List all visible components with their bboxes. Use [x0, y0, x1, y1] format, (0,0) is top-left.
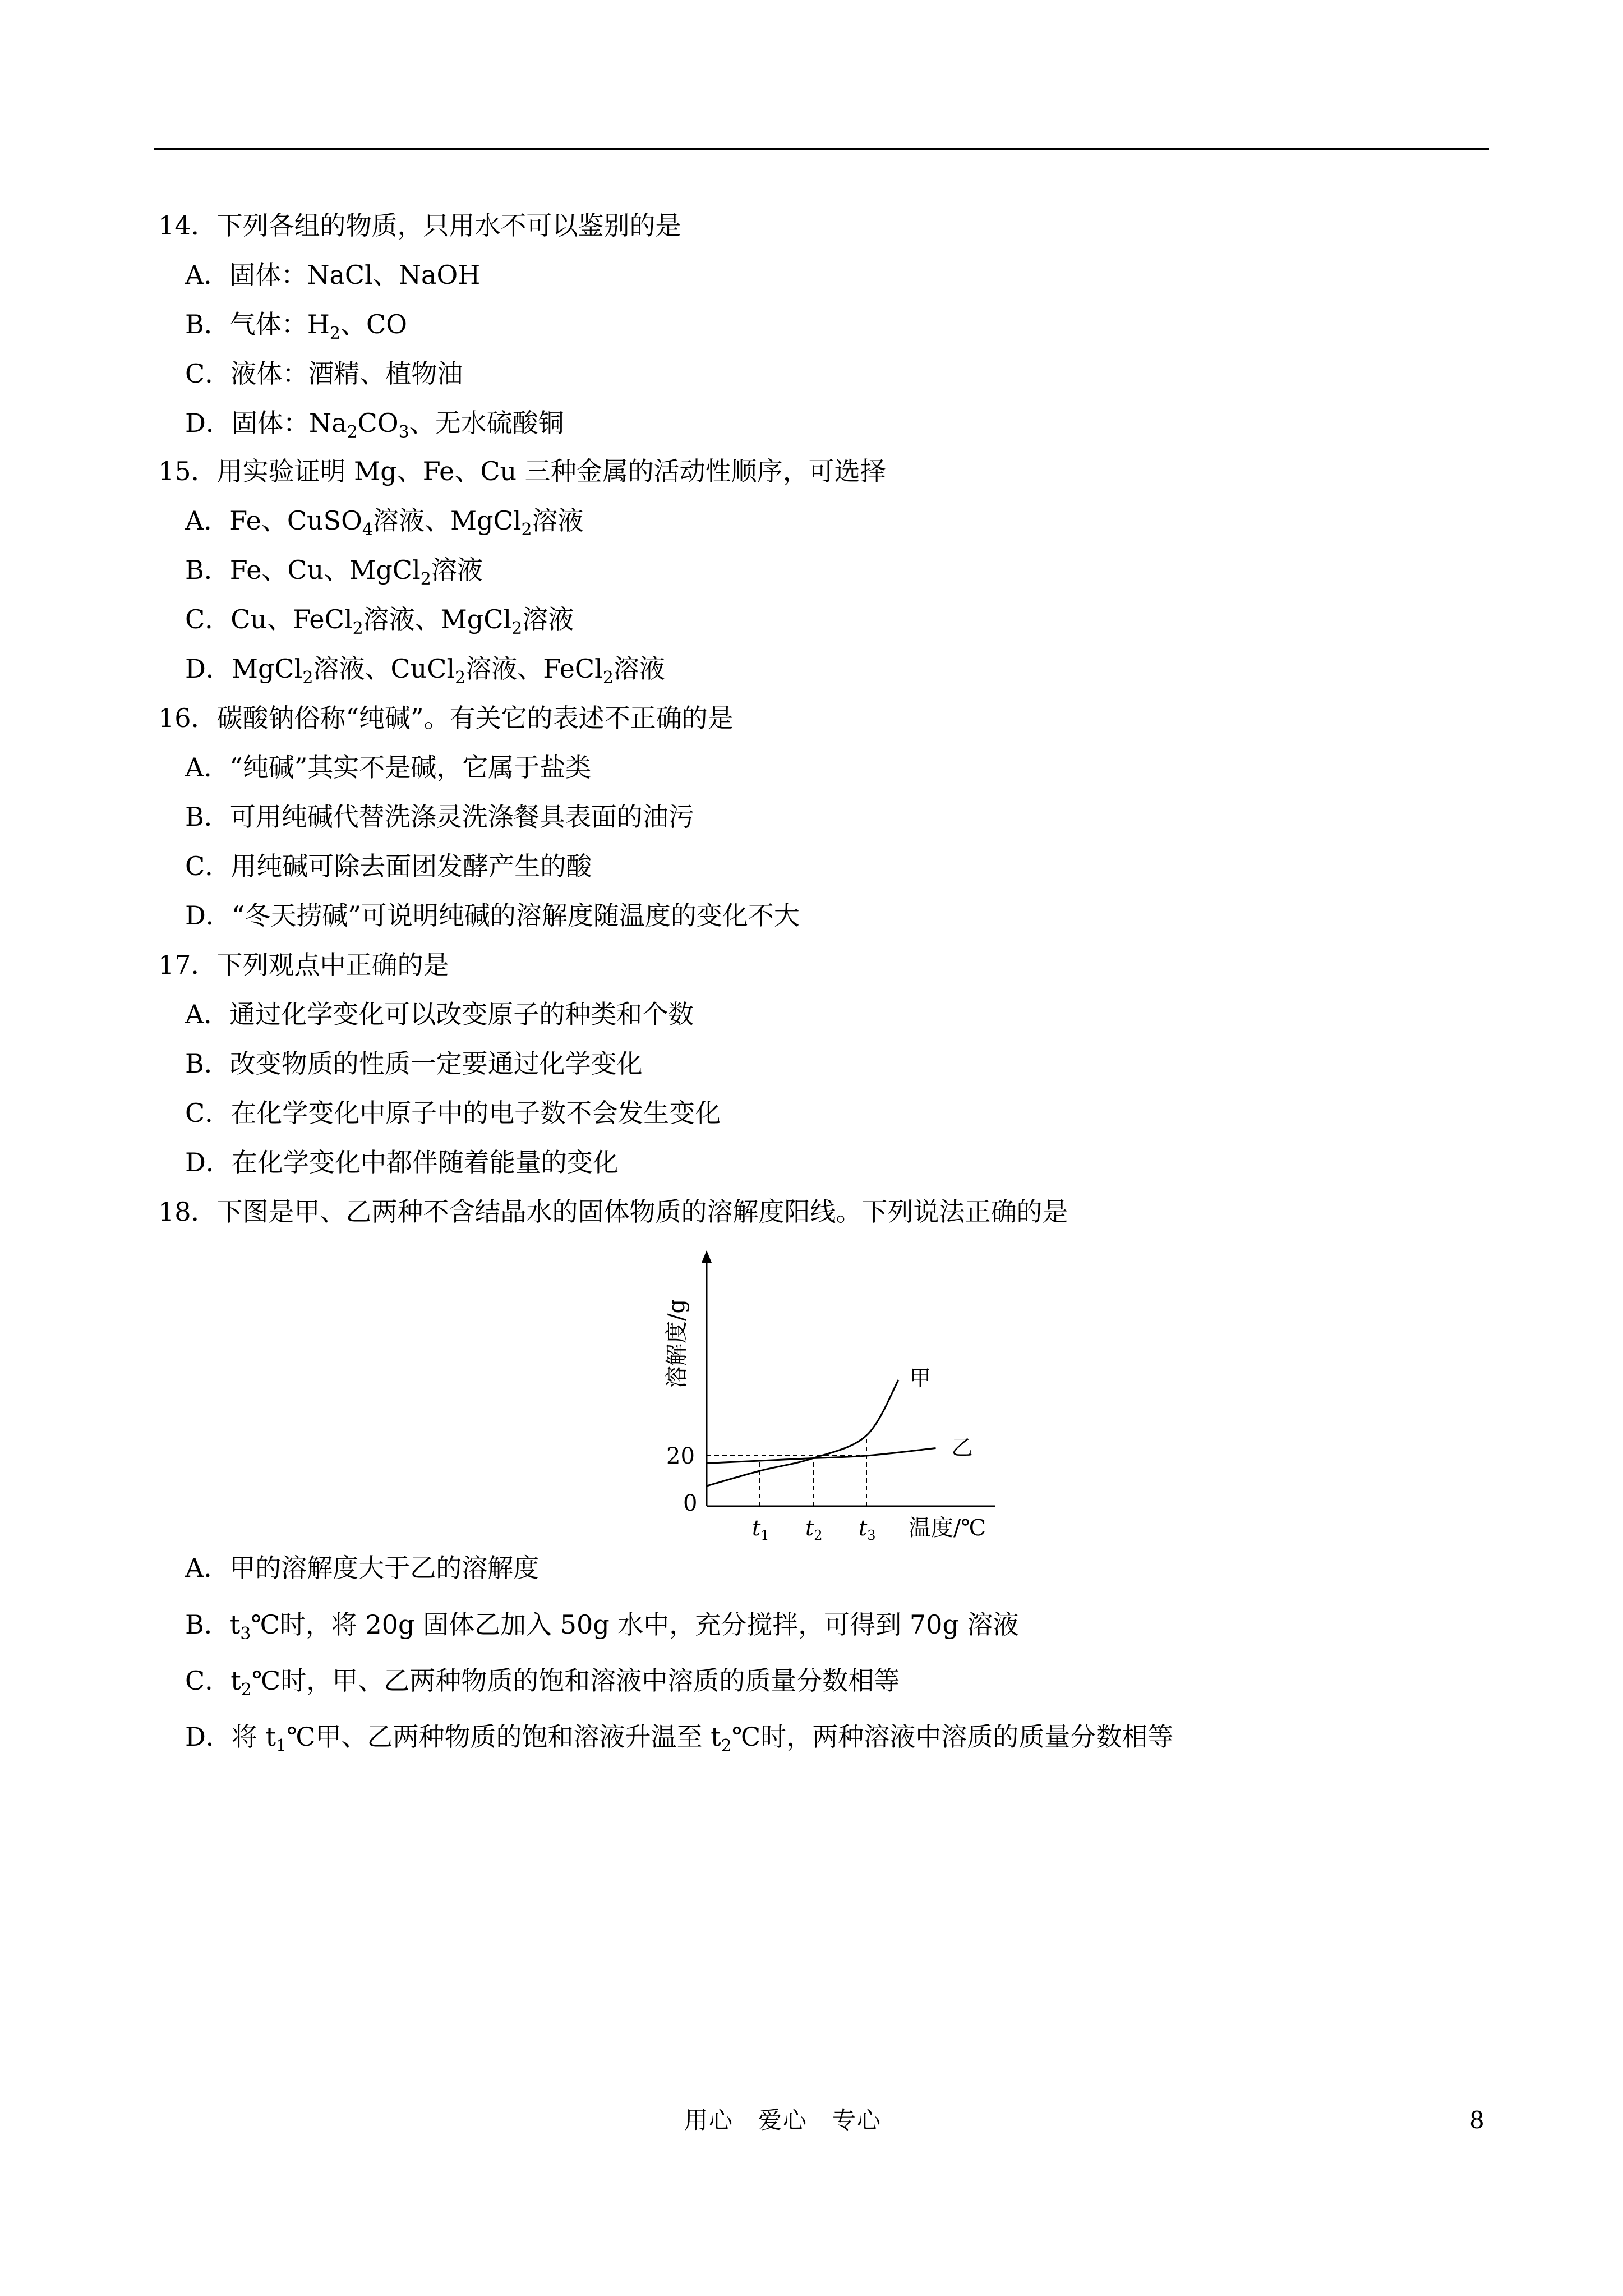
question-17-stem: 17．下列观点中正确的是: [158, 950, 449, 980]
question-14-option-B: B．气体：$H_2$、CO: [185, 309, 407, 343]
question-16-option-D: D．“冬天捞碱”可说明纯碱的溶解度随温度的变化不大: [185, 900, 800, 931]
x-tick-label-t3: $t_3$: [859, 1516, 876, 1543]
y-axis-label: 溶解度/g: [664, 1299, 690, 1388]
question-15-option-D: D．MgCl$_2$溶液、CuCl$_2$溶液、FeCl$_2$溶液: [185, 654, 665, 688]
question-14-option-C: C．液体：酒精、植物油: [185, 358, 463, 389]
y-axis-arrow: [702, 1250, 712, 1263]
question-17-option-C: C．在化学变化中原子中的电子数不会发生变化: [185, 1098, 721, 1128]
question-15-option-C: C．Cu、FeCl$_2$溶液、MgCl$_2$溶液: [185, 604, 574, 638]
y-tick-label-20: 20: [666, 1443, 695, 1469]
question-18-option-A: A．甲的溶解度大于乙的溶解度: [185, 1553, 540, 1583]
series-line-jia: [707, 1380, 898, 1486]
question-18-option-D: D．将 $t_1℃$甲、乙两种物质的饱和溶液升温至 $t_2℃$时，两种溶液中溶质的质量分数相等: [185, 1722, 1174, 1756]
question-16-option-B: B．可用纯碱代替洗涤灵洗涤餐具表面的油污: [185, 802, 694, 832]
question-17-option-D: D．在化学变化中都伴随着能量的变化: [185, 1147, 619, 1177]
x-tick-label-t2: $t_2$: [805, 1516, 823, 1543]
question-14-option-D: D．固体：$Na_2CO_3$、无水硫酸铜: [185, 408, 564, 442]
question-15-stem: 15．用实验证明 Mg、Fe、Cu 三种金属的活动性顺序，可选择: [158, 456, 886, 486]
origin-label: 0: [683, 1490, 698, 1516]
question-17-option-A: A．通过化学变化可以改变原子的种类和个数: [185, 999, 694, 1029]
x-tick-label-t1: $t_1$: [752, 1516, 769, 1543]
solubility-curve-figure: [645, 1248, 1009, 1543]
question-16-stem: 16．碳酸钠俗称“纯碱”。有关它的表述不正确的是: [158, 703, 734, 733]
question-15-option-B: B．Fe、Cu、MgCl$_2$溶液: [185, 555, 483, 589]
question-16-option-A: A．“纯碱”其实不是碱，它属于盐类: [185, 752, 592, 783]
question-14-stem: 14．下列各组的物质，只用水不可以鉴别的是: [158, 210, 681, 241]
x-axis-label: 温度/℃: [909, 1515, 986, 1541]
solubility-chart: [645, 1248, 1009, 1543]
series-label-yi: 乙: [951, 1435, 973, 1460]
series-label-jia: 甲: [910, 1366, 932, 1391]
question-17-option-B: B．改变物质的性质一定要通过化学变化: [185, 1048, 643, 1079]
question-18-option-B: B．$t_3℃$时，将 20g 固体乙加入 50g 水中，充分搅拌，可得到 70g 溶液: [185, 1609, 1019, 1644]
question-18-stem: 18．下图是甲、乙两种不含结晶水的固体物质的溶解度阳线。下列说法正确的是: [158, 1197, 1068, 1227]
question-16-option-C: C．用纯碱可除去面团发酵产生的酸: [185, 851, 592, 881]
page-number: 8: [1469, 2106, 1484, 2134]
question-14-option-A: A．固体：NaCl、NaOH: [185, 260, 481, 290]
question-18-option-C: C．$t_2℃$时，甲、乙两种物质的饱和溶液中溶质的质量分数相等: [185, 1665, 900, 1700]
header-rule: [154, 148, 1489, 150]
footer-text: 用心 爱心 专心: [684, 2106, 882, 2134]
question-15-option-A: A．Fe、CuSO$_4$溶液、MgCl$_2$溶液: [185, 505, 584, 540]
